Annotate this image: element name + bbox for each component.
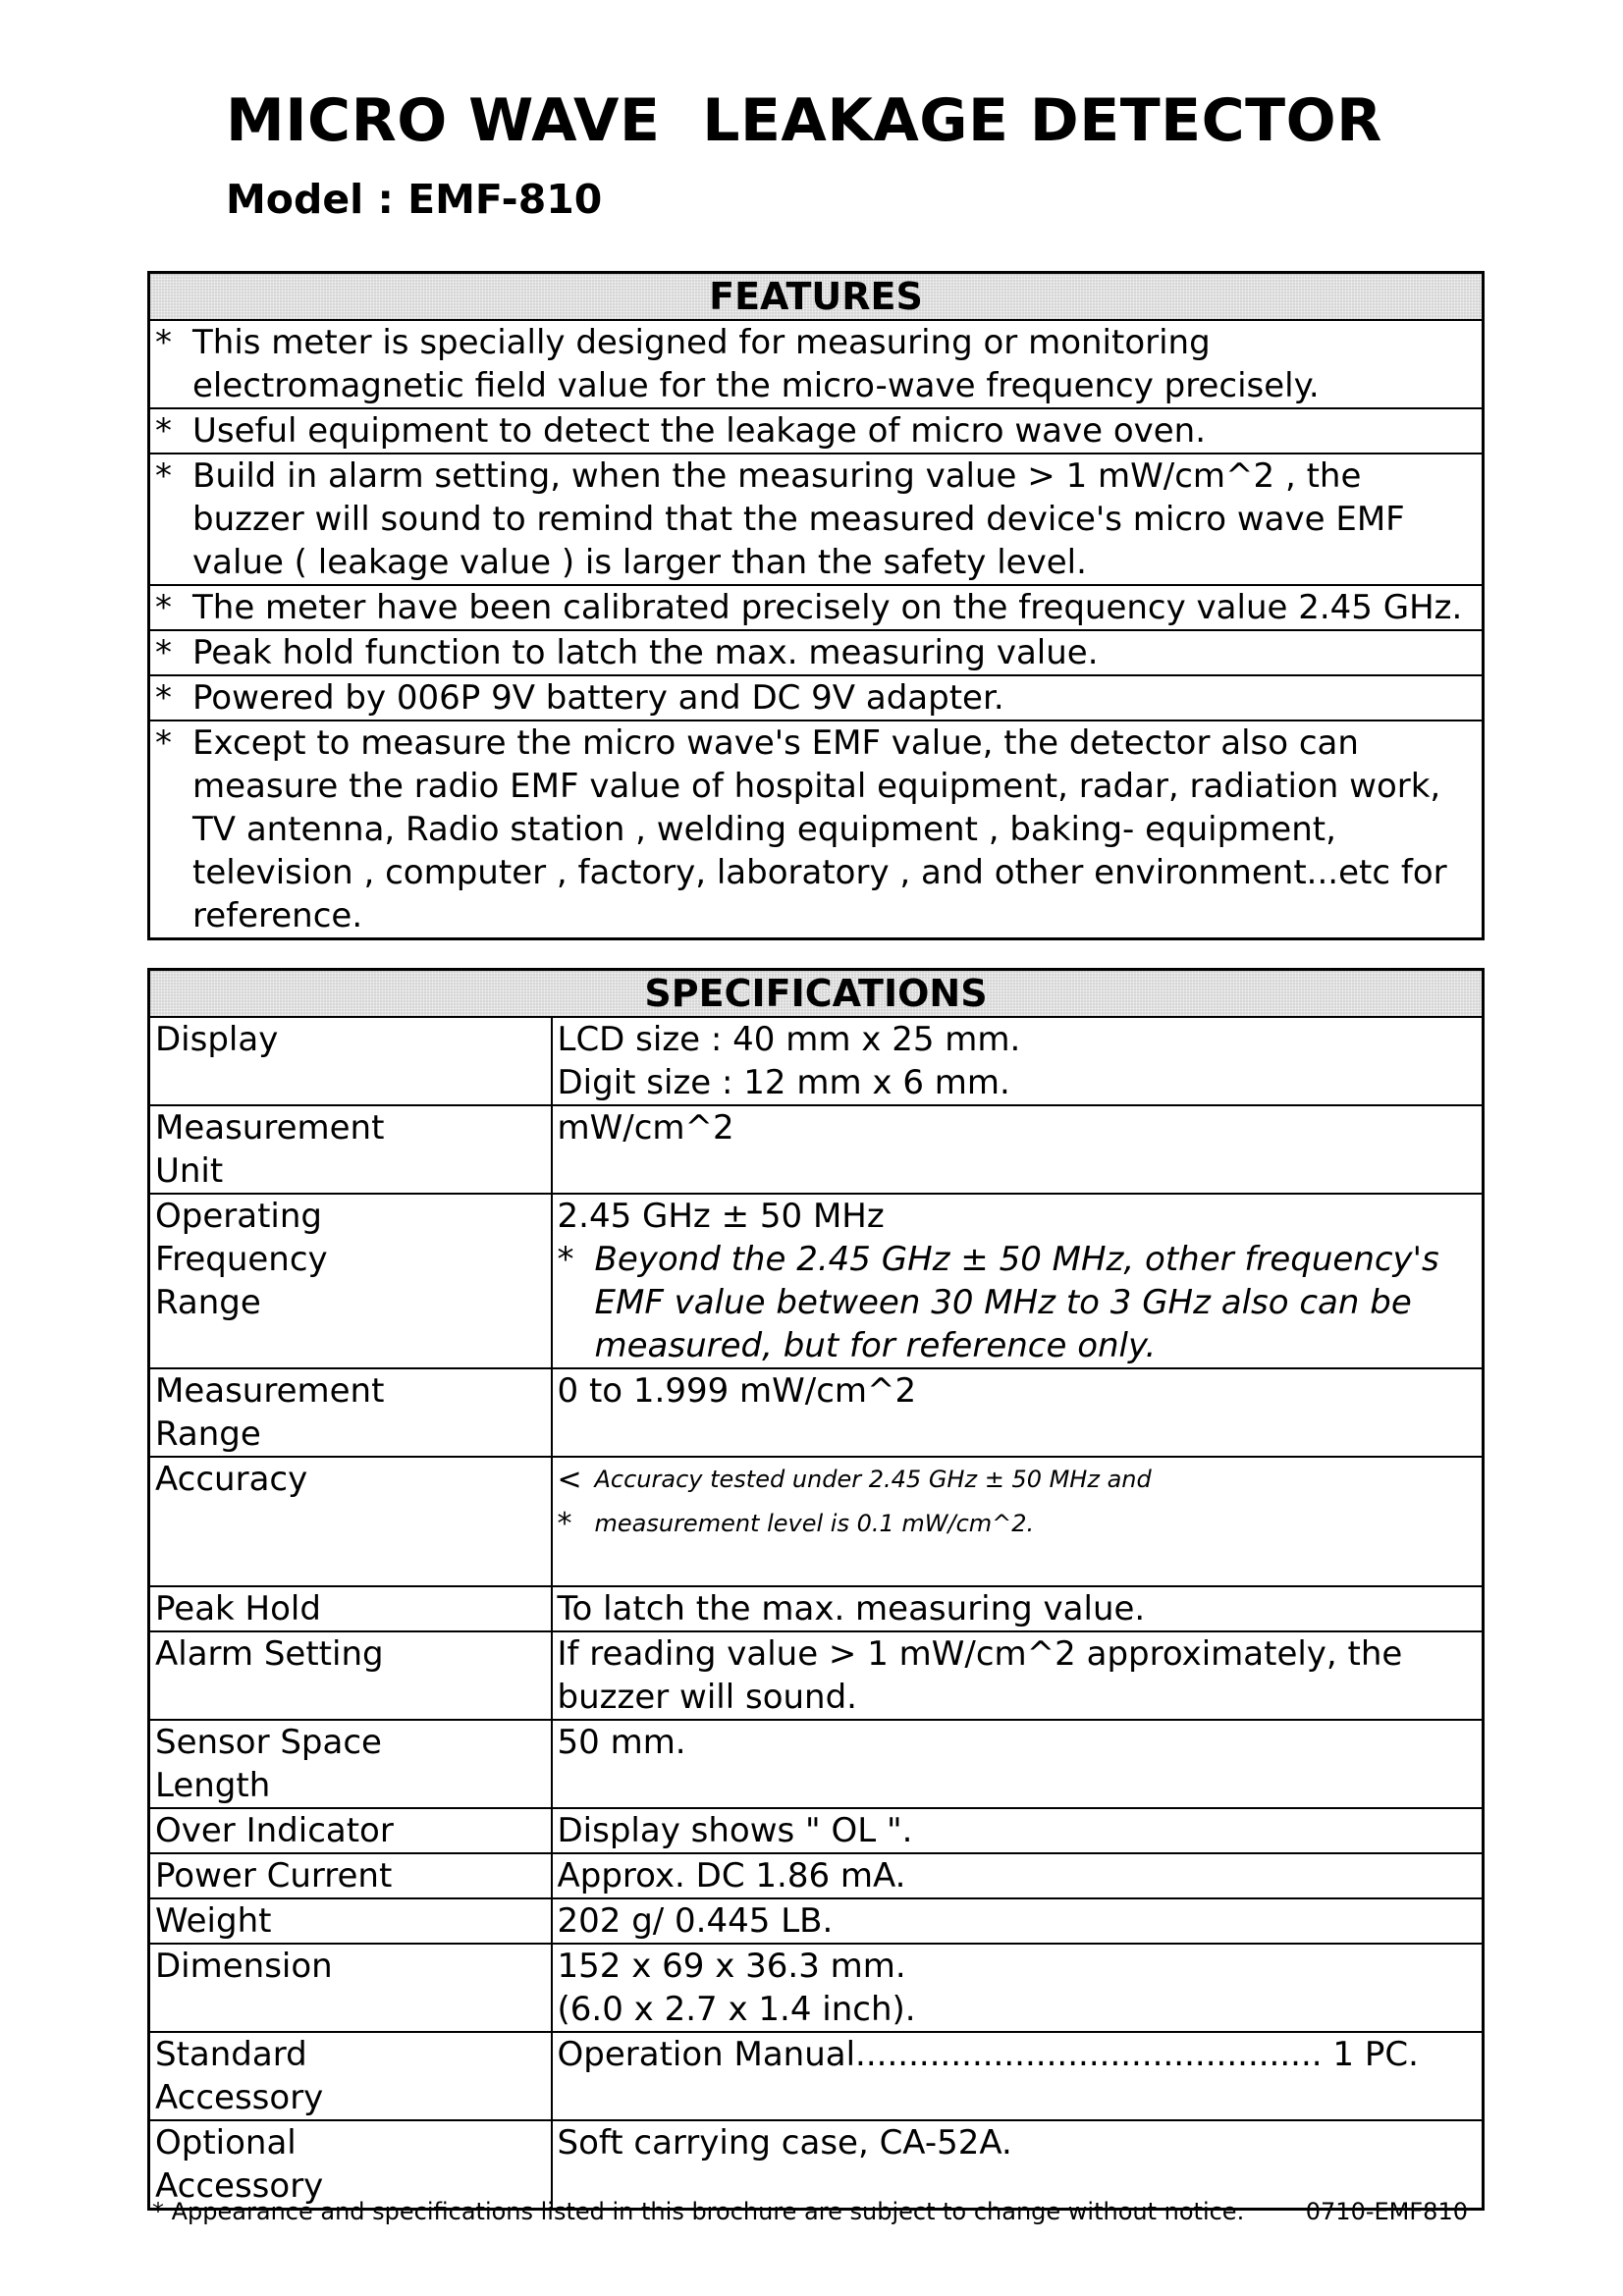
spec-row-peak-hold	[149, 1586, 1484, 1631]
spec-row-optional-accessory	[149, 2120, 1484, 2210]
spec-value: To latch the max. measuring value.	[552, 1586, 1484, 1631]
spec-label: Measurement Range	[149, 1368, 552, 1457]
feature-item	[149, 630, 1484, 675]
spec-label: Peak Hold	[149, 1586, 552, 1631]
spec-row-alarm	[149, 1631, 1484, 1720]
feature-item	[149, 585, 1484, 630]
note-bullet: *	[557, 1240, 574, 1279]
feature-bullet: *	[155, 411, 172, 451]
spec-label: Display	[149, 1017, 552, 1105]
feature-text: Powered by 006P 9V battery and DC 9V adapter.	[192, 678, 1004, 718]
specifications-heading: SPECIFICATIONS	[149, 970, 1484, 1018]
feature-item	[149, 320, 1484, 408]
model-number: Model : EMF-810	[226, 176, 603, 223]
spec-label: Standard Accessory	[149, 2032, 552, 2120]
spec-row-frequency	[149, 1194, 1484, 1368]
feature-bullet: *	[155, 456, 172, 496]
spec-label: Sensor Space Length	[149, 1720, 552, 1808]
note-text: Beyond the 2.45 GHz ± 50 MHz, other frequency's EMF value between 30 MHz to 3 GHz also can be measured, but for reference only.	[594, 1240, 1439, 1365]
specifications-table	[147, 968, 1485, 2211]
feature-bullet: *	[155, 678, 172, 718]
spec-value: 50 mm.	[552, 1720, 1484, 1808]
spec-label: Weight	[149, 1898, 552, 1944]
spec-value: 2.45 GHz ± 50 MHz	[557, 1197, 885, 1236]
spec-row-range	[149, 1368, 1484, 1457]
feature-text: The meter have been calibrated precisely on the frequency value 2.45 GHz.	[192, 588, 1463, 627]
spec-value: If reading value > 1 mW/cm^2 approximately, the buzzer will sound.	[552, 1631, 1484, 1720]
spec-row-weight	[149, 1898, 1484, 1944]
spec-value: 202 g/ 0.445 LB.	[552, 1898, 1484, 1944]
spec-label: Over Indicator	[149, 1808, 552, 1853]
spec-row-display	[149, 1017, 1484, 1105]
accuracy-text: Accuracy tested under 2.45 GHz ± 50 MHz and	[594, 1466, 1152, 1493]
spec-label: Measurement Unit	[149, 1105, 552, 1194]
spec-label: Accuracy	[149, 1457, 552, 1586]
footer-notice: * Appearance and specifications listed in this brochure are subject to change without notice.	[152, 2198, 1245, 2225]
spec-value: Approx. DC 1.86 mA.	[552, 1853, 1484, 1898]
accuracy-symbol: <	[557, 1463, 582, 1497]
accuracy-text: measurement level is 0.1 mW/cm^2.	[594, 1510, 1035, 1537]
document-code: 0710-EMF810	[1305, 2198, 1468, 2225]
spec-row-sensor	[149, 1720, 1484, 1808]
accuracy-symbol: *	[557, 1507, 572, 1541]
spec-row-accuracy	[149, 1457, 1484, 1586]
feature-text: This meter is specially designed for measuring or monitoring electromagnetic field value for the micro-wave frequency precisely.	[192, 323, 1320, 405]
feature-item	[149, 408, 1484, 454]
footer	[152, 2197, 1468, 2226]
spec-value-cell	[552, 1457, 1484, 1586]
accuracy-line	[558, 1458, 1478, 1502]
spec-row-over-indicator	[149, 1808, 1484, 1853]
spec-label: Operating Frequency Range	[149, 1194, 552, 1368]
spec-value: LCD size : 40 mm x 25 mm. Digit size : 12 mm x 6 mm.	[552, 1017, 1484, 1105]
feature-bullet: *	[155, 323, 172, 362]
spec-value: mW/cm^2	[552, 1105, 1484, 1194]
spec-row-standard-accessory	[149, 2032, 1484, 2120]
spec-value-cell	[552, 1194, 1484, 1368]
feature-text: Build in alarm setting, when the measuring value > 1 mW/cm^2 , the buzzer will sound to remind that the measured device's micro wave EMF value ( leakage value ) is larger than the safety level.	[192, 456, 1405, 582]
feature-text: Peak hold function to latch the max. measuring value.	[192, 633, 1099, 672]
spec-value: Operation Manual............................................ 1 PC.	[552, 2032, 1484, 2120]
spec-row-dimension	[149, 1944, 1484, 2032]
feature-bullet: *	[155, 588, 172, 627]
spec-row-unit	[149, 1105, 1484, 1194]
spec-value: 152 x 69 x 36.3 mm. (6.0 x 2.7 x 1.4 inch).	[552, 1944, 1484, 2032]
spec-label: Dimension	[149, 1944, 552, 2032]
feature-text: Useful equipment to detect the leakage of micro wave oven.	[192, 411, 1207, 451]
feature-bullet: *	[155, 723, 172, 763]
spec-label: Power Current	[149, 1853, 552, 1898]
frequency-note	[558, 1238, 1478, 1367]
feature-item	[149, 675, 1484, 721]
spec-row-power	[149, 1853, 1484, 1898]
feature-text: Except to measure the micro wave's EMF value, the detector also can measure the radio EMF value of hospital equipment, radar, radiation work, TV antenna, Radio station , welding equipment , baking- equipment, television , computer , factory, laboratory , and other environment...etc for reference.	[192, 723, 1447, 935]
features-heading: FEATURES	[149, 273, 1484, 321]
accuracy-line	[558, 1502, 1478, 1546]
spec-label: Optional Accessory	[149, 2120, 552, 2210]
feature-bullet: *	[155, 633, 172, 672]
document-title: MICRO WAVE LEAKAGE DETECTOR	[226, 86, 1382, 155]
spec-value: Display shows " OL ".	[552, 1808, 1484, 1853]
feature-item	[149, 721, 1484, 939]
feature-item	[149, 454, 1484, 585]
spec-value: Soft carrying case, CA-52A.	[552, 2120, 1484, 2210]
spec-label: Alarm Setting	[149, 1631, 552, 1720]
spec-value: 0 to 1.999 mW/cm^2	[552, 1368, 1484, 1457]
features-table	[147, 271, 1485, 940]
